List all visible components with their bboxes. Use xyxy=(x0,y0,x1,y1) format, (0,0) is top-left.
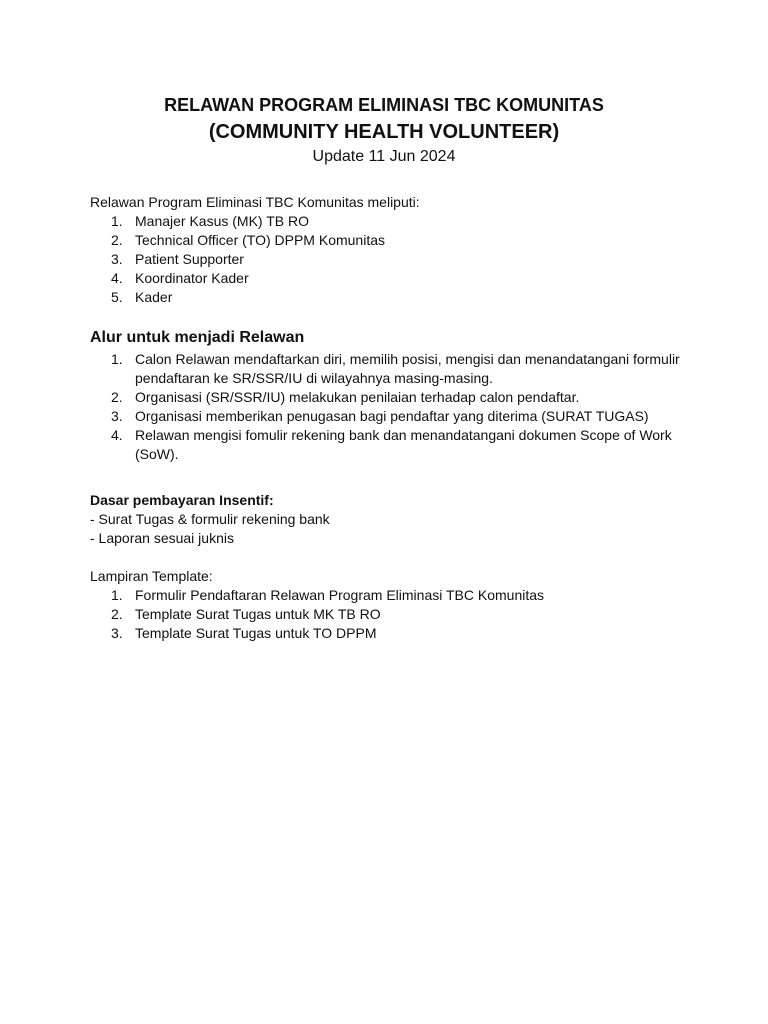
list-number: 1. xyxy=(111,587,123,603)
list-text: Koordinator Kader xyxy=(135,270,249,286)
list-number: 1. xyxy=(111,213,123,229)
lampiran-list xyxy=(90,586,690,643)
document-subtitle: (COMMUNITY HEALTH VOLUNTEER) xyxy=(208,121,560,143)
lampiran-heading: Lampiran Template: xyxy=(90,568,213,584)
document-body xyxy=(90,193,690,643)
update-date: Update 11 Jun 2024 xyxy=(312,148,456,165)
list-number: 5. xyxy=(111,289,123,305)
list-item xyxy=(90,231,690,250)
list-item xyxy=(90,407,690,426)
list-item xyxy=(90,288,690,307)
intro-text: Relawan Program Eliminasi TBC Komunitas meliputi: xyxy=(90,194,420,210)
title-block xyxy=(0,92,768,168)
list-text: Kader xyxy=(135,289,173,305)
list-number: 2. xyxy=(111,232,123,248)
list-number: 3. xyxy=(111,251,123,267)
list-item xyxy=(90,212,690,231)
list-text: Organisasi (SR/SSR/IU) melakukan penilaian terhadap calon pendaftar. xyxy=(135,389,580,405)
list-number: 4. xyxy=(111,427,123,443)
list-item xyxy=(90,426,690,464)
list-item xyxy=(90,250,690,269)
list-item xyxy=(90,269,690,288)
list-number: 4. xyxy=(111,270,123,286)
volunteer-types-list xyxy=(90,212,690,307)
list-item xyxy=(90,350,690,388)
list-text: Manajer Kasus (MK) TB RO xyxy=(135,213,310,229)
document-title: RELAWAN PROGRAM ELIMINASI TBC KOMUNITAS xyxy=(164,95,604,115)
list-text: Organisasi memberikan penugasan bagi pendaftar yang diterima (SURAT TUGAS) xyxy=(135,408,649,424)
list-number: 2. xyxy=(111,606,123,622)
list-number: 3. xyxy=(111,625,123,641)
list-text: Template Surat Tugas untuk MK TB RO xyxy=(135,606,381,622)
list-item xyxy=(90,605,690,624)
list-number: 3. xyxy=(111,408,123,424)
alur-heading: Alur untuk menjadi Relawan xyxy=(90,329,305,346)
list-item xyxy=(90,624,690,643)
list-text: Relawan mengisi fomulir rekening bank dan menandatangani dokumen Scope of Work (SoW). xyxy=(135,427,672,462)
list-number: 1. xyxy=(111,351,123,367)
alur-list xyxy=(90,350,690,464)
list-item xyxy=(90,586,690,605)
list-item xyxy=(90,388,690,407)
dasar-line: - Surat Tugas & formulir rekening bank xyxy=(90,511,330,527)
list-text: Patient Supporter xyxy=(135,251,244,267)
list-text: Calon Relawan mendaftarkan diri, memilih posisi, mengisi dan menandatangani formulir pendaftaran ke SR/SSR/IU di wilayahnya masing-masing. xyxy=(135,351,680,386)
list-text: Technical Officer (TO) DPPM Komunitas xyxy=(135,232,386,248)
list-number: 2. xyxy=(111,389,123,405)
list-text: Formulir Pendaftaran Relawan Program Eliminasi TBC Komunitas xyxy=(135,587,545,603)
list-text: Template Surat Tugas untuk TO DPPM xyxy=(135,625,377,641)
dasar-line: - Laporan sesuai juknis xyxy=(90,530,234,546)
dasar-heading: Dasar pembayaran Insentif: xyxy=(90,492,274,508)
